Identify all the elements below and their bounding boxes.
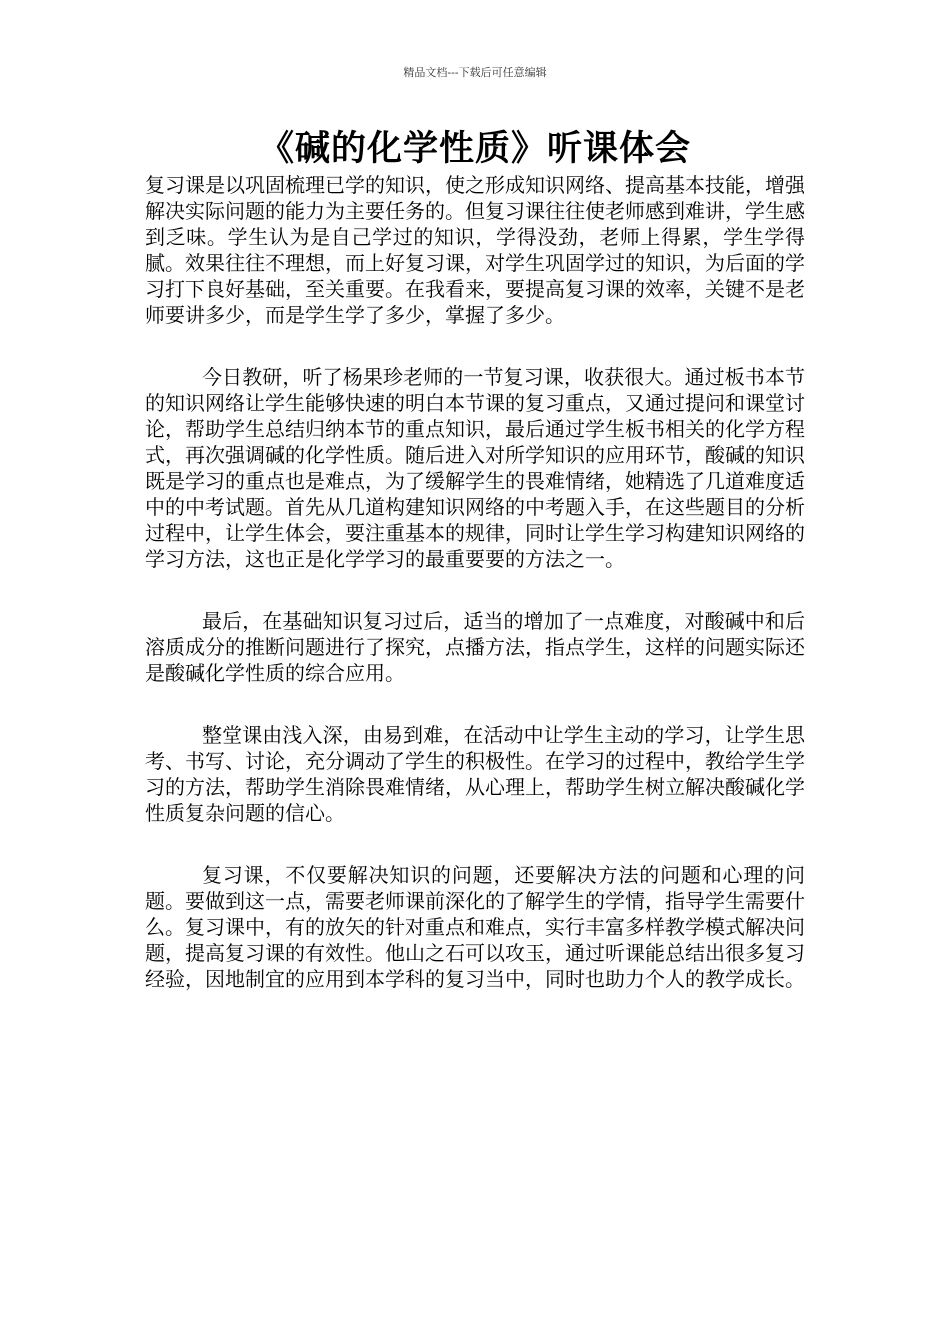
paragraph-extension: 最后，在基础知识复习过后，适当的增加了一点难度，对酸碱中和后溶质成分的推断问题进行了探究，点播方法，指点学生，这样的问题实际还是酸碱化学性质的综合应用。 xyxy=(145,609,805,685)
paragraph-summary: 整堂课由浅入深，由易到难，在活动中让学生主动的学习，让学生思考、书写、讨论，充分调动了学生的积极性。在学习的过程中，教给学生学习的方法，帮助学生消除畏难情绪，从心理上，帮助学生树立解决酸碱化学性质复杂问题的信心。 xyxy=(145,723,805,825)
paragraph-conclusion: 复习课，不仅要解决知识的问题，还要解决方法的问题和心理的问题。要做到这一点，需要老师课前深化的了解学生的学情，指导学生需要什么。复习课中，有的放矢的针对重点和难点，实行丰富多样教学模式解决问题，提高复习课的有效性。他山之石可以攻玉，通过听课能总结出很多复习经验，因地制宜的应用到本学科的复习当中，同时也助力个人的教学成长。 xyxy=(145,863,805,991)
page-title: 《碱的化学性质》听课体会 xyxy=(258,128,691,169)
paragraph-intro: 复习课是以巩固梳理已学的知识，使之形成知识网络、提高基本技能，增强解决实际问题的能力为主要任务的。但复习课往往使老师感到难讲，学生感到乏味。学生认为是自己学过的知识，学得没劲，老师上得累，学生学得腻。效果往往不理想，而上好复习课，对学生巩固学过的知识，为后面的学习打下良好基础，至关重要。在我看来，要提高复习课的效率，关键不是老师要讲多少，而是学生学了多少，掌握了多少。 xyxy=(145,173,805,327)
document-body xyxy=(145,172,805,1028)
paragraph-lesson: 今日教研，听了杨果珍老师的一节复习课，收获很大。通过板书本节的知识网络让学生能够快速的明白本节课的复习重点，又通过提问和课堂讨论，帮助学生总结归纳本节的重点知识，最后通过学生板书相关的化学方程式，再次强调碱的化学性质。随后进入对所学知识的应用环节，酸碱的知识既是学习的重点也是难点，为了缓解学生的畏难情绪，她精选了几道难度适中的中考试题。首先从几道构建知识网络的中考题入手，在这些题目的分析过程中，让学生体会，要注重基本的规律，同时让学生学习构建知识网络的学习方法，这也正是化学学习的最重要要的方法之一。 xyxy=(145,365,805,571)
header-note: 精品文档---下载后可任意编辑 xyxy=(403,66,547,79)
